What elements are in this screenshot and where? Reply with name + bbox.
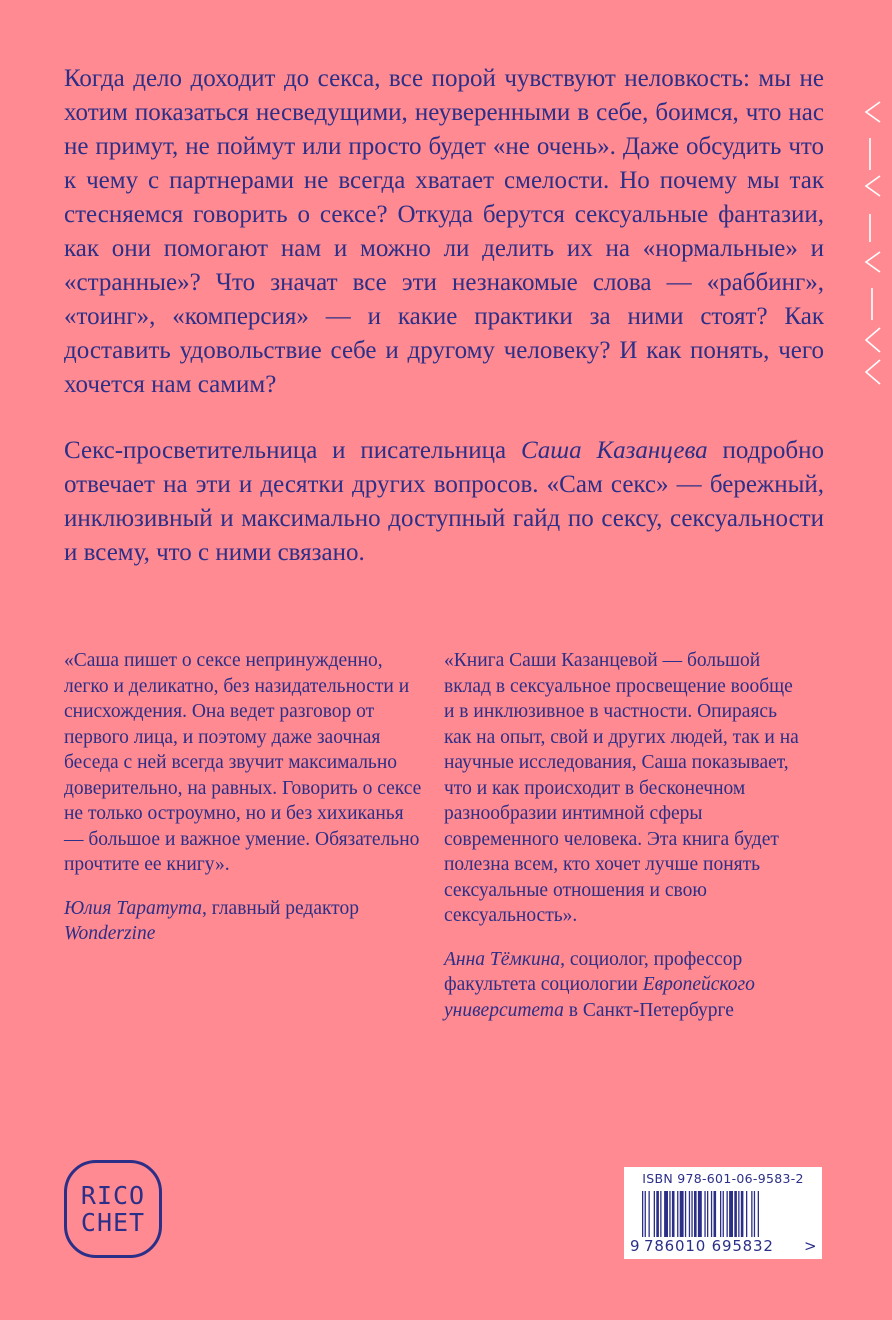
description-lead: Секс-просветительница и писательница: [64, 437, 521, 464]
ean-first-digit: 9: [630, 1237, 640, 1255]
description-rest: подробно отвечает на эти и десятки других вопросов. «Сам секс» — бережный, инклюзивный и максимально доступный гайд по сексу, сексуальности и всему, что с ними связано.: [64, 437, 824, 566]
book-description: [64, 62, 824, 570]
logo-line-2: CHET: [80, 1208, 146, 1237]
quote-author-city: в Санкт-Петербурге: [563, 999, 734, 1021]
quote-attribution: [64, 896, 424, 947]
quote-text: «Книга Саши Казанцевой — большой вклад в сексуальное просвещение вообще и в инклюзивное в частности. Опираясь как на опыт, свой и других людей, так и на научные исследования, Саша показывает, что и как происходит в бесконечном разнообразии интимной сферы современного человека. Эта книга будет полезна всем, кто хочет лучше понять сексуальные отношения и свою сексуальность».: [444, 650, 799, 926]
quote-author: Юлия Таратута: [64, 897, 203, 919]
ean-digits: [630, 1237, 816, 1255]
review-quote-left: [64, 648, 424, 947]
quote-author-org: Европейского университета: [444, 974, 755, 1021]
description-paragraph-2: [64, 434, 824, 570]
quote-text: «Саша пишет о сексе непринужденно, легко и деликатно, без назидательности и снисхождения. Она ведет разговор от первого лица, и поэтому даже заочная беседа с ней всегда звучит максимально доверительно, на равных. Говорить о сексе не только остроумно, но и без хихиканья — большое и важное умение. Обязательно прочтите ее книгу».: [64, 650, 422, 875]
isbn-barcode-block: [624, 1167, 822, 1259]
review-quote-right: [444, 648, 804, 1023]
publisher-logo: [64, 1160, 162, 1258]
quote-author-role: , главный редактор: [202, 897, 359, 919]
quote-author: Анна Тёмкина: [444, 948, 561, 970]
quote-attribution: [444, 947, 804, 1024]
quote-author-org: Wonderzine: [64, 923, 156, 944]
isbn-label: ISBN 978-601-06-9583-2: [642, 1171, 804, 1186]
description-paragraph-1: Когда дело доходит до секса, все порой чувствуют неловкость: мы не хотим показаться несведущими, неуверенными в себе, боимся, что нас не примут, не поймут или просто будет «не очень». Даже обсудить что к чему с партнерами не всегда хватает смелости. Но почему мы так стесняемся говорить о сексе? Откуда берутся сексуальные фантазии, как они помогают нам и можно ли делить их на «нормальные» и «странные»? Что значат все эти незнакомые слова — «раббинг», «тоинг», «комперсия» — и какие практики за ними стоят? Как доставить удовольствие себе и другому человеку? И как понять, чего хочется нам самим?: [64, 65, 824, 398]
barcode-icon: [642, 1191, 806, 1237]
logo-line-1: RICO: [80, 1181, 146, 1210]
ean-main-digits: 786010 695832: [644, 1237, 774, 1255]
quote-author-role: , социолог, профессор факультета социологии: [444, 948, 743, 995]
ean-quiet-zone-marker: >: [804, 1237, 817, 1255]
decorative-lines-icon: [836, 92, 886, 402]
author-name: Саша Казанцева: [520, 437, 708, 464]
